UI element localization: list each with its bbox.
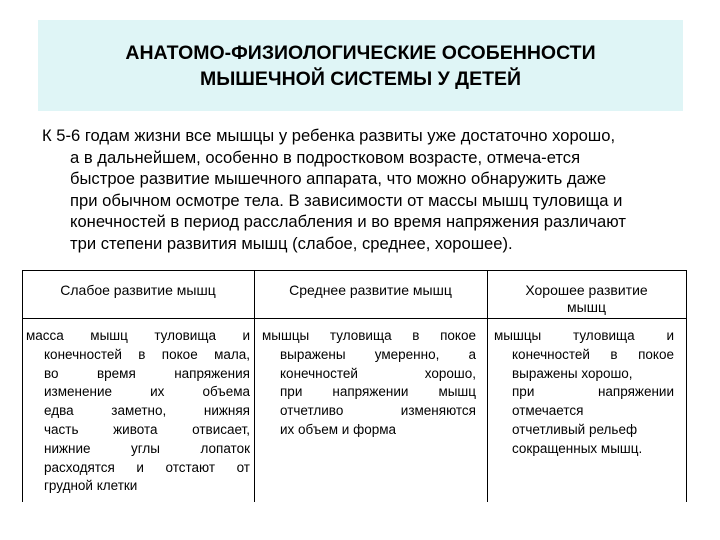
table-border-left — [22, 270, 23, 502]
intro-line: при обычном осмотре тела. В зависимости от массы мышц туловища и — [70, 190, 623, 210]
page-title-line-2: МЫШЕЧНОЙ СИСТЕМЫ У ДЕТЕЙ — [199, 67, 522, 90]
header-good-line: мышц — [567, 299, 606, 315]
header-medium: Среднее развитие мышц — [289, 282, 452, 298]
intro-paragraph — [42, 125, 682, 255]
cell-line: масса мышц туловища и — [26, 328, 250, 343]
page-title-line-1: АНАТОМО-ФИЗИОЛОГИЧЕСКИЕ ОСОБЕННОСТИ — [125, 41, 596, 64]
cell-line: при напряжении мышц — [280, 384, 476, 400]
table-header-divider — [22, 318, 687, 319]
cell-medium — [262, 327, 476, 440]
cell-good — [494, 327, 674, 459]
cell-line: мышцы туловища и — [494, 328, 674, 343]
intro-line: три степени развития мышц (слабое, среднее, хорошее). — [70, 233, 513, 253]
cell-line: конечностей в покое — [512, 346, 674, 362]
cell-line: сокращенных мышц. — [512, 440, 643, 456]
development-table — [22, 270, 687, 502]
cell-line: конечностей в покое мала, — [44, 346, 250, 362]
header-weak: Слабое развитие мышц — [60, 282, 216, 298]
cell-line: расходятся и отстают от — [44, 459, 250, 475]
cell-line: нижние углы лопаток — [44, 440, 250, 456]
cell-line: при напряжении — [512, 384, 674, 400]
intro-line: а в дальнейшем, особенно в подростковом возрасте, отмеча-ется — [70, 147, 581, 167]
cell-line: отчетливый рельеф — [512, 421, 638, 437]
table-border-right — [686, 270, 687, 502]
cell-line: во время напряжения — [44, 365, 250, 381]
intro-line: К 5-6 годам жизни все мышцы у ребенка развиты уже достаточно хорошо, — [42, 126, 616, 145]
title-box — [38, 20, 683, 111]
cell-line: часть живота отвисает, — [44, 421, 250, 437]
cell-weak — [26, 327, 250, 496]
cell-line: их объем и форма — [280, 421, 397, 437]
cell-line: едва заметно, нижняя — [44, 403, 250, 419]
header-good-line: Хорошее развитие — [525, 282, 648, 298]
cell-line: мышцы туловища в покое — [262, 328, 476, 343]
table-border-top — [22, 270, 687, 271]
cell-line: выражены умеренно, а — [280, 346, 476, 362]
cell-line: грудной клетки — [44, 478, 138, 494]
table-column-divider — [254, 270, 255, 502]
cell-line: изменение их объема — [44, 384, 250, 400]
header-good — [487, 282, 686, 316]
cell-line: отчетливо изменяются — [280, 403, 476, 419]
intro-line: конечностей в период расслабления и во время напряжения различают — [70, 212, 626, 232]
cell-line: конечностей хорошо, — [280, 365, 476, 381]
cell-line: выражены хорошо, — [512, 365, 633, 381]
cell-line: отмечается — [512, 403, 584, 419]
intro-line: быстрое развитие мышечного аппарата, что можно обнаружить даже — [70, 169, 607, 189]
